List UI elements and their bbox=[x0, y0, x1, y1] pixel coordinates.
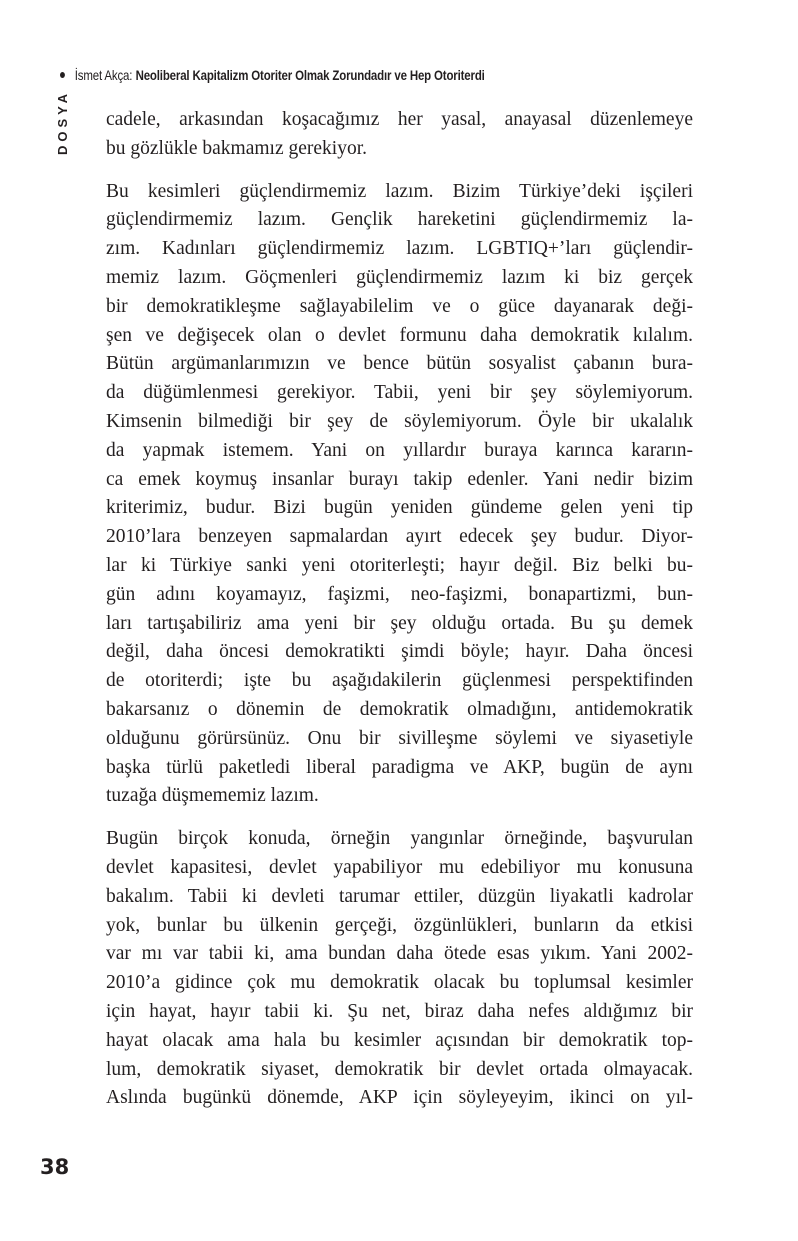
text-line: zım. Kadınları güçlendirmemiz lazım. LGBTIQ+’ları güçlendir- bbox=[106, 238, 693, 260]
text-line: bakalım. Tabii ki devleti tarumar ettiler, düzgün liyakatli kadrolar bbox=[106, 885, 693, 907]
text-line: Aslında bugünkü dönemde, AKP için söyleyeyim, ikinci on yıl- bbox=[106, 1087, 693, 1109]
running-head bbox=[60, 64, 485, 86]
text-line: devlet kapasitesi, devlet yapabiliyor mu edebiliyor mu konusuna bbox=[106, 856, 693, 878]
text-line: ca emek koymuş insanlar burayı takip edenler. Yani nedir bizim bbox=[106, 468, 693, 490]
text-line: değil, daha öncesi demokratikti şimdi böyle; hayır. Daha öncesi bbox=[106, 641, 693, 663]
text-line: Kimsenin bilmediği bir şey de söylemiyorum. Öyle bir ukalalık bbox=[106, 410, 693, 432]
text-line: 2010’a gidince çok mu demokratik olacak bu toplumsal kesimler bbox=[106, 972, 693, 994]
text-line: kriterimiz, budur. Bizi bugün yeniden gündeme gelen yeni tip bbox=[106, 497, 693, 519]
paragraph-3 bbox=[106, 825, 693, 1113]
text-line: olduğunu görürsünüz. Onu bir sivilleşme söylemi ve siyasetiyle bbox=[106, 727, 693, 749]
text-line: var mı var tabii ki, ama bundan daha ötede esas yıkım. Yani 2002- bbox=[106, 943, 693, 965]
text-line: Bu kesimleri güçlendirmemiz lazım. Bizim Türkiye’deki işçileri bbox=[106, 180, 693, 202]
running-head-author: İsmet Akça: bbox=[74, 67, 133, 83]
text-line: memiz lazım. Göçmenleri güçlendirmemiz lazım ki biz gerçek bbox=[106, 266, 693, 288]
text-line: lum, demokratik siyaset, demokratik bir devlet ortada olmayacak. bbox=[106, 1058, 693, 1080]
text-line: gün adını koyamayız, faşizmi, neo-faşizmi, bonapartizmi, bun- bbox=[106, 583, 693, 605]
text-line: Bugün birçok konuda, örneğin yangınlar örneğinde, başvurulan bbox=[106, 828, 693, 850]
text-line: da düğümlenmesi gerekiyor. Tabii, yeni bir şey söylemiyorum. bbox=[106, 382, 693, 404]
body-text bbox=[106, 106, 693, 1127]
text-line: bu gözlükle bakmamız gerekiyor. bbox=[106, 137, 368, 159]
text-line: de otoriterdi; işte bu aşağıdakilerin güçlenmesi perspektifinden bbox=[106, 670, 693, 692]
text-line: yok, bunlar bu ülkenin gerçeği, özgünlükleri, bunların da etkisi bbox=[106, 914, 693, 936]
text-line: bakarsanız o dönemin de demokratik olmadığını, antidemokratik bbox=[106, 698, 693, 720]
text-line: lar ki Türkiye sanki yeni otoriterleşti; hayır değil. Biz belki bu- bbox=[106, 554, 693, 576]
text-line: cadele, arkasından koşacağımız her yasal, anayasal düzenlemeye bbox=[106, 109, 693, 130]
text-line: da yapmak istemem. Yani on yıllardır buraya karınca kararın- bbox=[106, 439, 693, 461]
text-line: tuzağa düşmememiz lazım. bbox=[106, 785, 319, 807]
text-line: şen ve değişecek olan o devlet formunu daha demokratik kılalım. bbox=[106, 324, 693, 346]
text-line: başka türlü paketledi liberal paradigma ve AKP, bugün de aynı bbox=[106, 756, 693, 778]
paragraph-1 bbox=[106, 106, 693, 164]
section-label-text: DOSYA bbox=[55, 89, 71, 155]
text-line: 2010’lara benzeyen sapmalardan ayırt edecek şey budur. Diyor- bbox=[106, 526, 693, 548]
bullet-icon bbox=[60, 72, 65, 78]
paragraph-2 bbox=[106, 178, 693, 812]
text-line: güçlendirmemiz lazım. Gençlik hareketini güçlendirmemiz la- bbox=[106, 209, 693, 231]
running-head-title: Neoliberal Kapitalizm Otoriter Olmak Zorundadır ve Hep Otoriterdi bbox=[135, 67, 485, 83]
text-line: ları tartışabiliriz ama yeni bir şey olduğu ortada. Bu şu demek bbox=[106, 612, 693, 634]
text-line: Bütün argümanlarımızın ve bence bütün sosyalist çabanın bura- bbox=[106, 353, 693, 375]
section-label bbox=[55, 90, 71, 154]
text-line: bir demokratikleşme sağlayabilelim ve o güce dayanarak deği- bbox=[106, 295, 693, 317]
page-number: 38 bbox=[40, 1155, 70, 1179]
text-line: hayat olacak ama hala bu kesimler açısından bir demokratik top- bbox=[106, 1029, 693, 1051]
text-line: için hayat, hayır tabii ki. Şu net, biraz daha nefes aldığımız bir bbox=[106, 1000, 693, 1022]
